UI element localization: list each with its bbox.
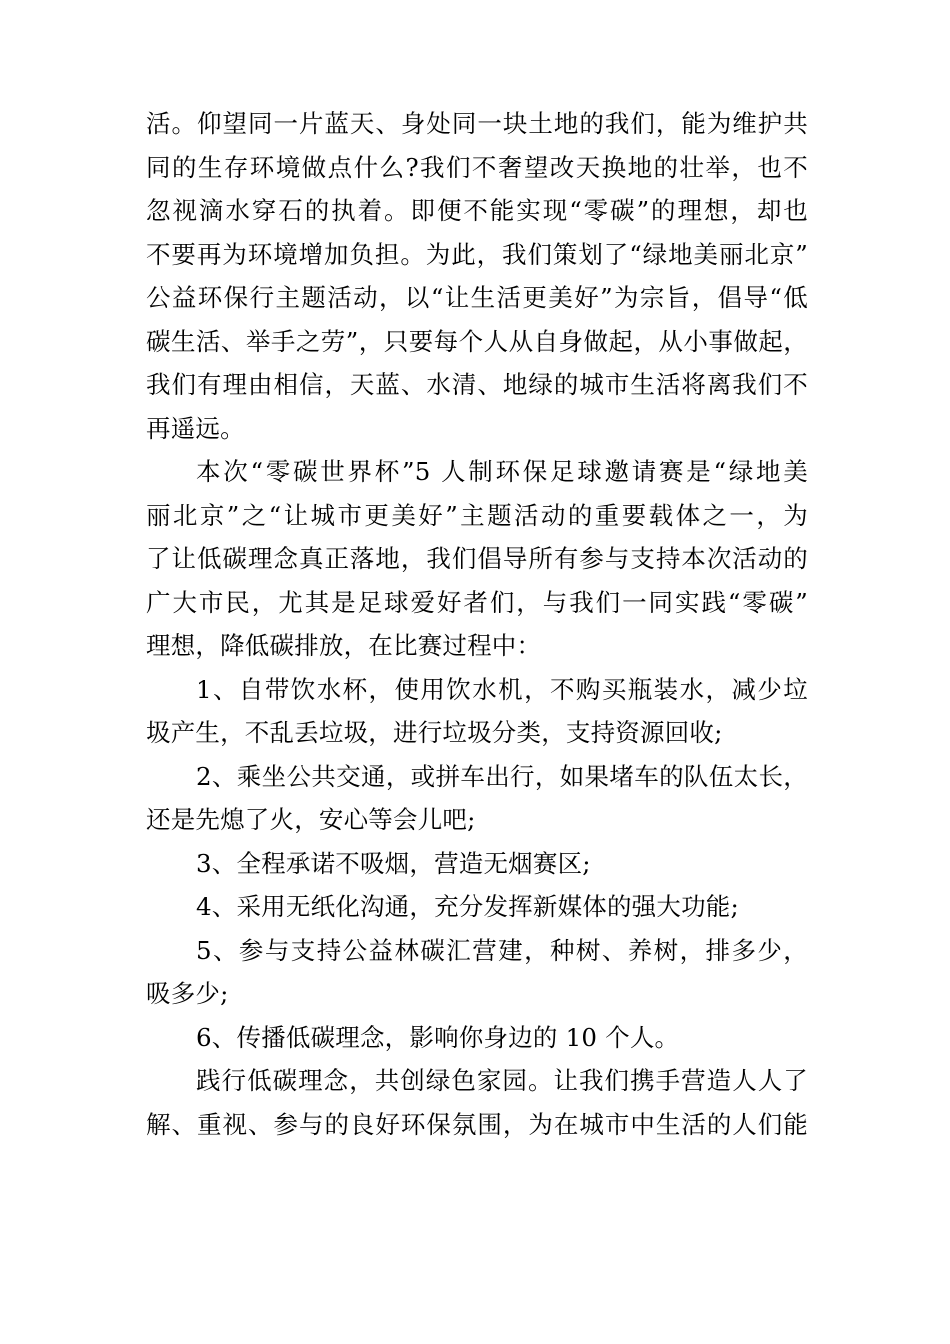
document-body (146, 102, 808, 1146)
text-line: 活。仰望同一片蓝天、身处同一块土地的我们，能为维护共 (146, 109, 808, 138)
text-line: 不要再为环境增加负担。为此，我们策划了“绿地美丽北京” (146, 239, 808, 269)
text-line: 本次“零碳世界杯”5 人制环保足球邀请赛是“绿地美 (196, 457, 808, 486)
list-item (146, 929, 808, 1016)
text-line: 6、传播低碳理念，影响你身边的 10 个人。 (196, 1022, 680, 1052)
text-line: 同的生存环境做点什么?我们不奢望改天换地的壮举，也不 (146, 152, 808, 182)
text-line: 4、采用无纸化沟通，充分发挥新媒体的强大功能; (196, 892, 739, 921)
text-line: 了让低碳理念真正落地，我们倡导所有参与支持本次活动的 (146, 544, 808, 573)
text-line: 忽视滴水穿石的执着。即便不能实现“零碳”的理想，却也 (146, 196, 808, 225)
text-line: 吸多少; (146, 979, 229, 1008)
list-item (146, 1016, 808, 1060)
text-line: 解、重视、参与的良好环保氛围，为在城市中生活的人们能 (146, 1109, 808, 1139)
list-item (146, 842, 808, 886)
text-line: 1、自带饮水杯，使用饮水机，不购买瓶装水，减少垃 (196, 674, 808, 704)
text-line: 圾产生，不乱丢垃圾，进行垃圾分类，支持资源回收; (146, 718, 723, 747)
text-line: 我们有理由相信，天蓝、水清、地绿的城市生活将离我们不 (146, 370, 808, 399)
text-line: 2、乘坐公共交通，或拼车出行，如果堵车的队伍太长， (196, 761, 808, 791)
text-line: 碳生活、举手之劳”，只要每个人从自身做起，从小事做起， (146, 326, 808, 356)
list-item (146, 755, 808, 842)
paragraph (146, 1059, 808, 1146)
text-line: 再遥远。 (146, 413, 245, 443)
text-line: 丽北京”之“让城市更美好”主题活动的重要载体之一，为 (146, 500, 808, 530)
paragraph (146, 450, 808, 668)
text-line: 践行低碳理念，共创绿色家园。让我们携手营造人人了 (196, 1066, 808, 1095)
list-item (146, 668, 808, 755)
list-item (146, 885, 808, 929)
text-line: 3、全程承诺不吸烟，营造无烟赛区; (196, 848, 591, 878)
text-line: 广大市民，尤其是足球爱好者们，与我们一同实践“零碳” (146, 587, 808, 617)
text-line: 公益环保行主题活动，以“让生活更美好”为宗旨，倡导“低 (146, 283, 808, 312)
text-line: 5、参与支持公益林碳汇营建，种树、养树，排多少， (196, 935, 808, 965)
text-line: 理想，降低碳排放，在比赛过程中： (146, 631, 542, 660)
text-line: 还是先熄了火，安心等会儿吧; (146, 805, 476, 834)
paragraph (146, 102, 808, 450)
